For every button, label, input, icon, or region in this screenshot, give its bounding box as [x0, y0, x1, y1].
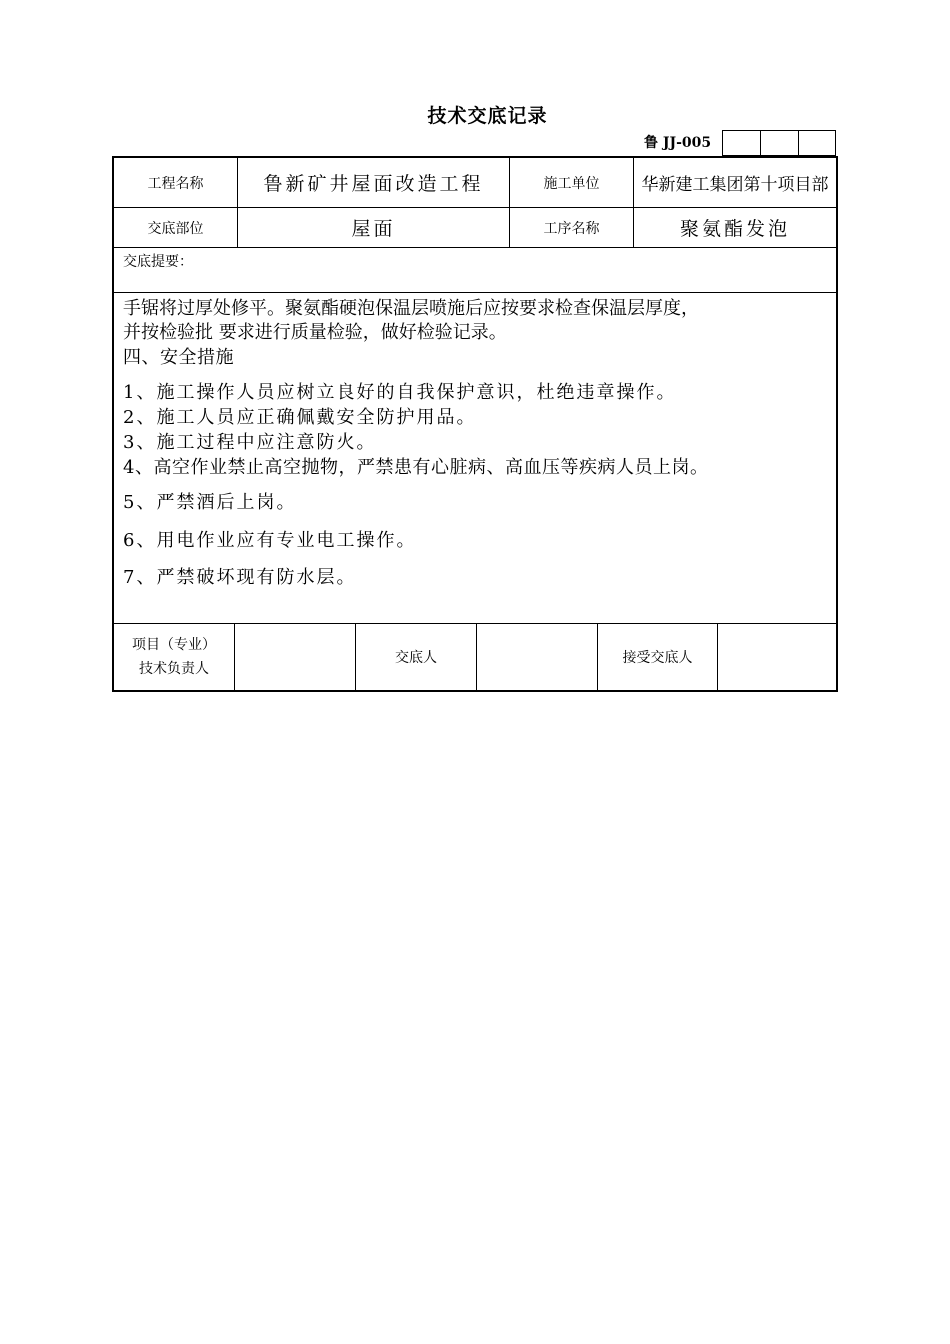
summary-line: 2、施工人员应正确佩戴安全防护用品。: [123, 407, 477, 428]
table-row-location: [114, 208, 836, 248]
summary-line: 3、施工过程中应注意防火。: [123, 432, 377, 453]
process-label: 工序名称: [510, 208, 634, 247]
summary-line: 并按检验批 要求进行质量检验，做好检验记录。: [123, 322, 507, 343]
table-row-signatures: [114, 624, 836, 690]
location-value[interactable]: 屋面: [238, 208, 510, 247]
location-label: 交底部位: [114, 208, 238, 247]
construction-unit-value[interactable]: 华新建工集团第十项目部: [641, 175, 829, 195]
construction-unit-label: 施工单位: [510, 158, 634, 207]
summary-line: 4、高空作业禁止高空抛物，严禁患有心脏病、高血压等疾病人员上岗。: [123, 457, 709, 478]
tech-lead-label: [114, 624, 235, 690]
table-row-project: [114, 158, 836, 208]
summary-line: 四、安全措施: [123, 347, 234, 368]
summary-line: 5、严禁酒后上岗。: [123, 492, 297, 513]
discloser-label: 交底人: [356, 624, 477, 690]
tech-lead-signature-field[interactable]: [235, 624, 356, 690]
summary-line: 7、严禁破坏现有防水层。: [123, 567, 357, 588]
document-code-row: [640, 130, 838, 156]
summary-divider: [114, 292, 836, 293]
discloser-signature-field[interactable]: [477, 624, 598, 690]
receiver-signature-field[interactable]: [718, 624, 836, 690]
code-box-2[interactable]: [760, 130, 798, 156]
summary-label: 交底提要：: [123, 254, 193, 270]
tech-lead-label-line2: 技术负责人: [139, 661, 209, 677]
code-box-1[interactable]: [722, 130, 760, 156]
summary-line: 手锯将过厚处修平。聚氨酯硬泡保温层喷施后应按要求检查保温层厚度，: [123, 298, 699, 319]
summary-section[interactable]: [114, 248, 836, 624]
tech-lead-label-line1: 项目（专业）: [132, 637, 216, 653]
summary-line: 1、施工操作人员应树立良好的自我保护意识，杜绝违章操作。: [123, 382, 677, 403]
receiver-label: 接受交底人: [598, 624, 718, 690]
process-value[interactable]: 聚氨酯发泡: [679, 218, 790, 240]
document-title: 技术交底记录: [427, 105, 548, 127]
disclosure-record-table: [112, 156, 838, 692]
summary-line: 6、用电作业应有专业电工操作。: [123, 530, 417, 551]
document-code: 鲁 JJ-005: [644, 135, 712, 151]
code-box-3[interactable]: [798, 130, 836, 156]
project-name-value[interactable]: 鲁新矿井屋面改造工程: [238, 158, 510, 207]
project-name-label: 工程名称: [114, 158, 238, 207]
